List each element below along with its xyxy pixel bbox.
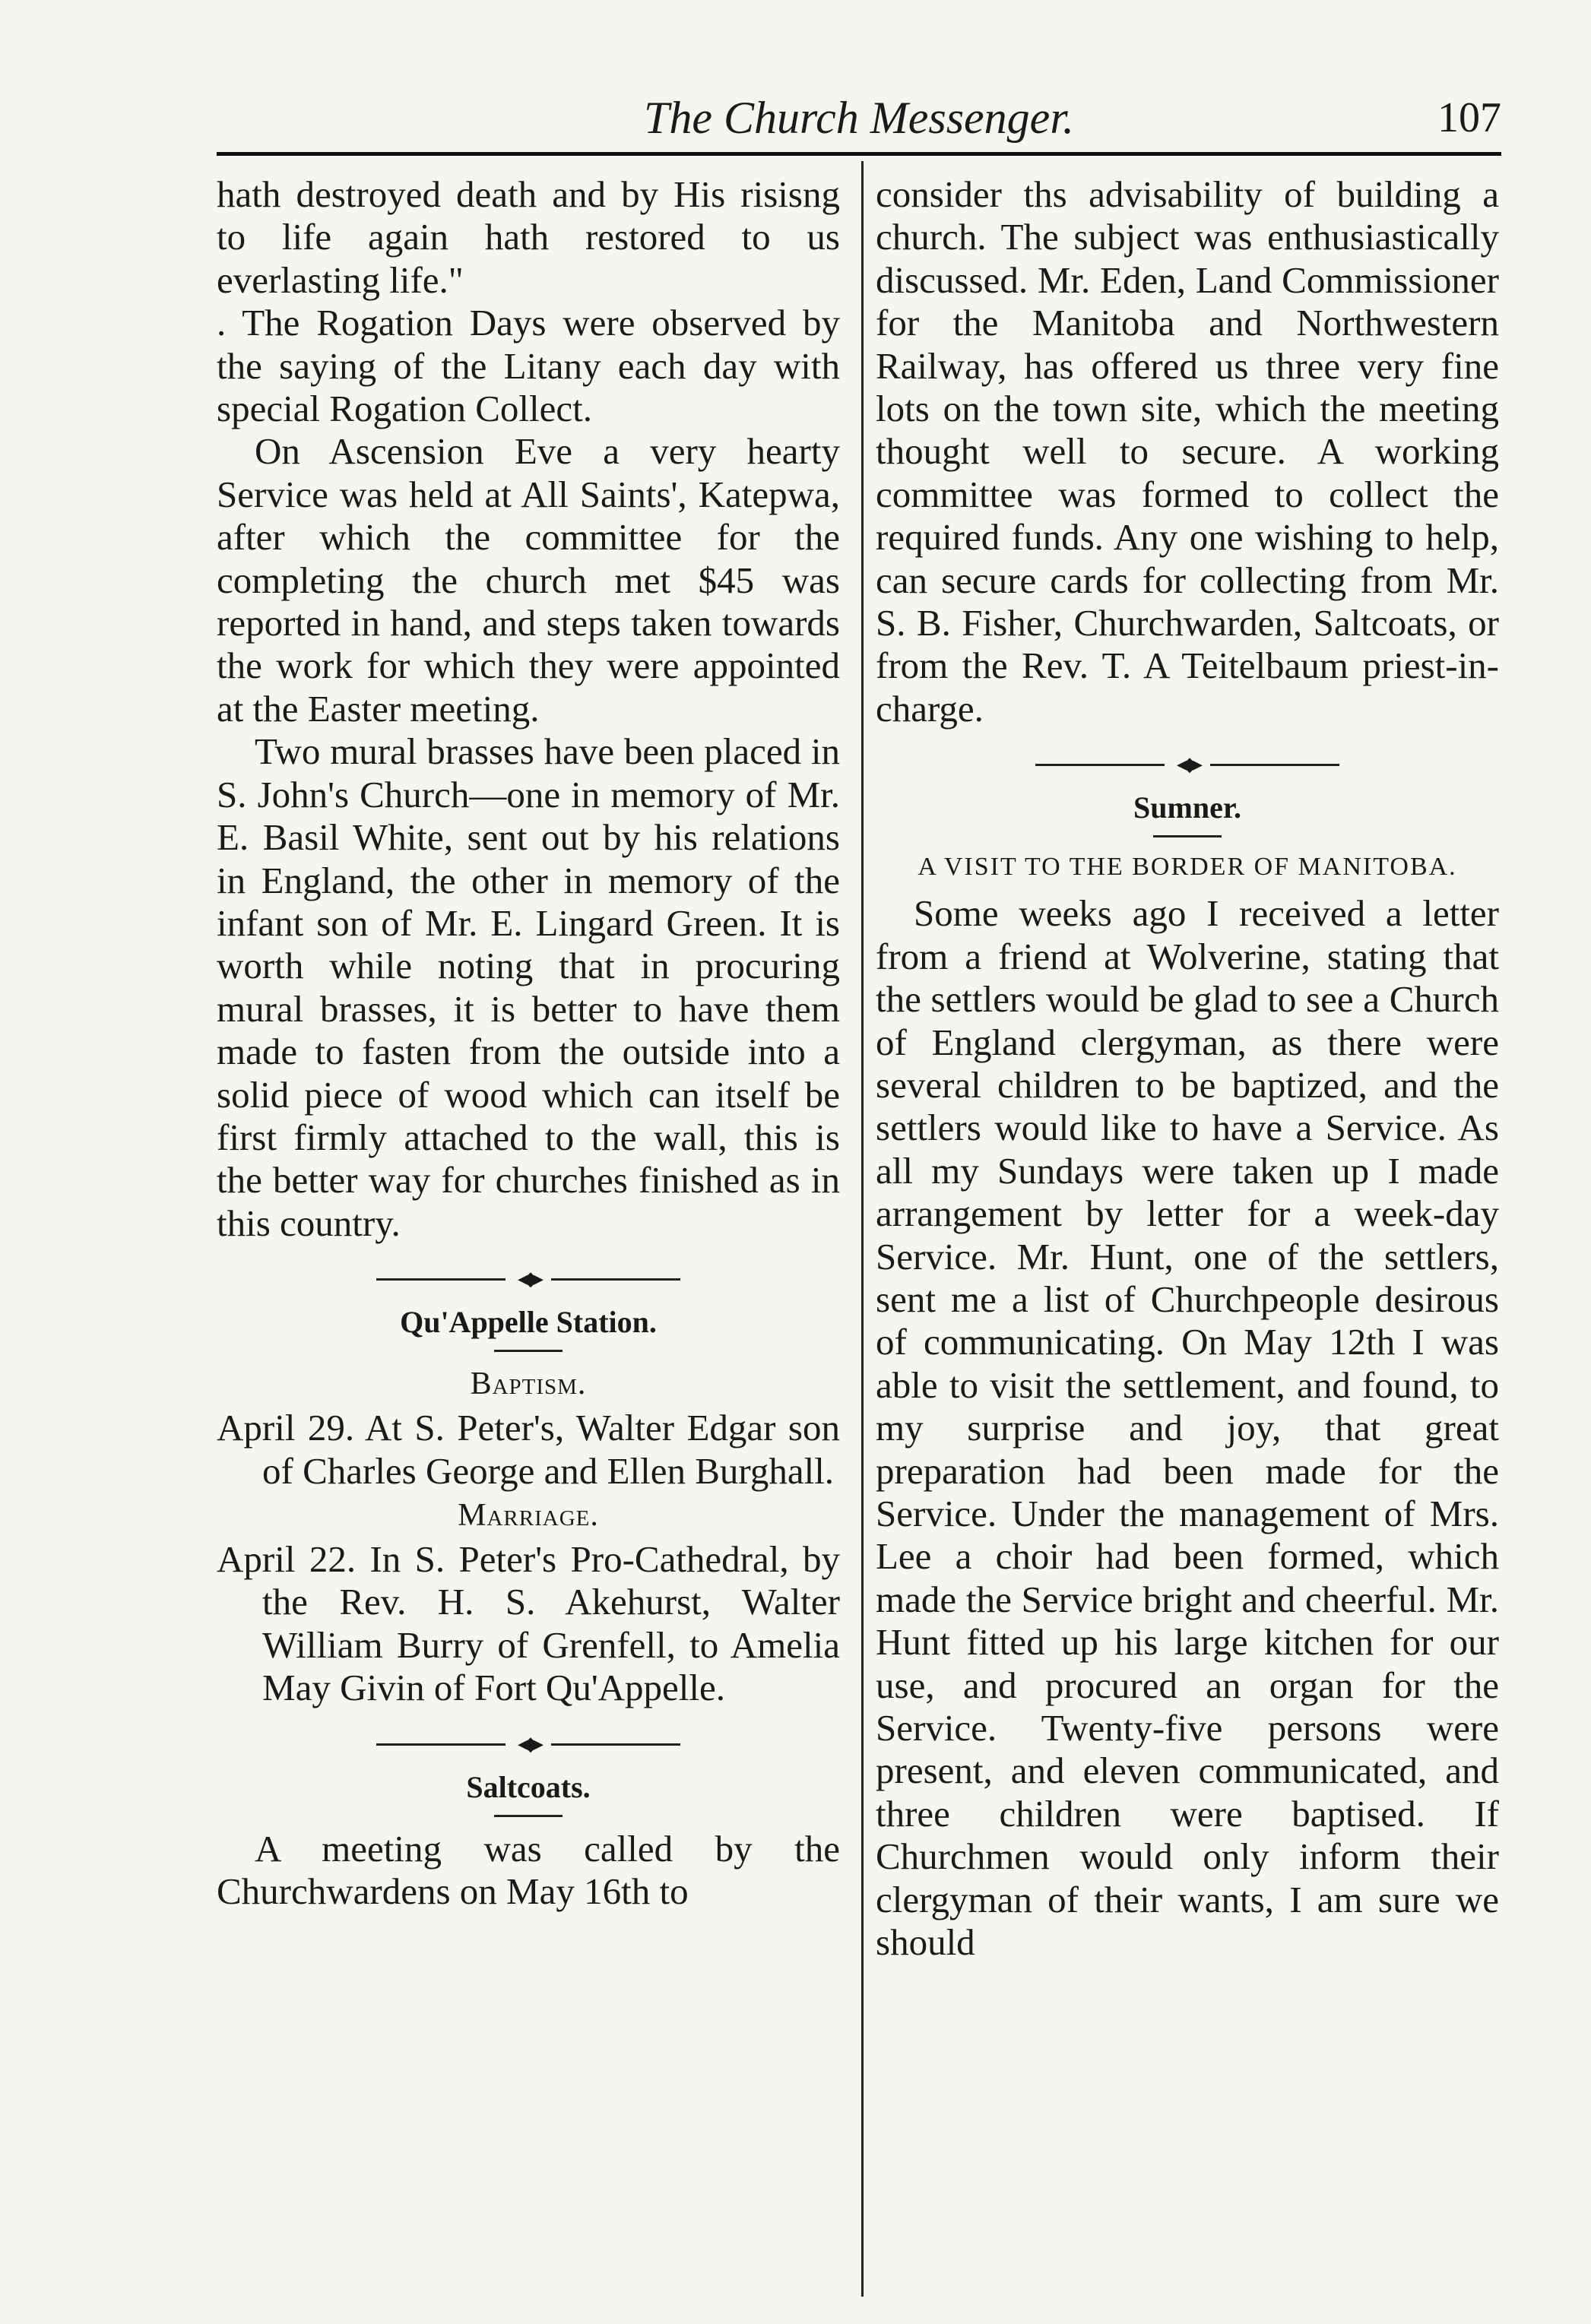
subheading-baptism: Baptism. — [470, 1366, 587, 1402]
section-heading: Saltcoats. — [466, 1769, 591, 1804]
short-rule — [494, 1350, 563, 1352]
header-rule — [217, 152, 1501, 156]
paragraph: consider ths advisability of building a church. The subject was enthusiastically discussed. Mr. Eden, Land Commissioner for the Manitoba and Northwestern Railway, has offered us three very fine lots on the town site, which the meeting thought well to secure. A working committee was formed to collect the required funds. Any one wishing to help, can secure cards for collecting from Mr. S. B. Fisher, Churchwarden, Saltcoats, or from the Rev. T. A Teitelbaum priest-in-charge. — [876, 173, 1499, 730]
paragraph: . The Rogation Days were observed by the saying of the Litany each day with special Rogation Collect. — [217, 302, 840, 430]
article-title: A VISIT TO THE BORDER OF MANITOBA. — [918, 853, 1457, 882]
paragraph: Some weeks ago I received a letter from a friend at Wolverine, stating that the settlers would be glad to see a Church of England clergyman, as there were several children to be baptized, and the settlers would like to have a Service. As all my Sundays were taken up I made arrangement by letter for a week-day Service. Mr. Hunt, one of the settlers, sent me a list of Churchpeople desirous of communicating. On May 12th I was able to visit the settlement, and found, to my surprise and joy, that great preparation had been made for the Service. Under the management of Mrs. Lee a choir had been formed, which made the Service bright and cheerful. Mr. Hunt fitted up his large kitchen for our use, and procured an organ for the Service. Twenty-five persons were present, and eleven communicated, and three children were baptised. If Churchmen would only inform their clergyman of their wants, I am sure we should — [876, 892, 1499, 1964]
paragraph: On Ascension Eve a very hearty Service was held at All Saints', Katepwa, after which the committee for the completing the church met $45 was reported in hand, and steps taken towards the work for which they were appointed at the Easter meeting. — [217, 430, 840, 730]
subheading-marriage: Marriage. — [458, 1497, 599, 1533]
section-heading: Qu'Appelle Station. — [400, 1305, 657, 1340]
page-number: 107 — [1437, 94, 1501, 141]
ornamental-rule: ◂◆▸ — [1035, 753, 1339, 776]
paragraph: A meeting was called by the Churchwardens on May 16th to — [217, 1827, 840, 1912]
column-divider — [861, 161, 864, 2297]
left-column — [217, 173, 840, 1913]
page-header — [217, 87, 1501, 148]
ornamental-rule: ◂◆▸ — [376, 1733, 680, 1756]
paragraph: Two mural brasses have been placed in S. John's Church—one in memory of Mr. E. Basil White, sent out by his relations in England, the other in memory of the infant son of Mr. E. Lingard Green. It is worth while noting that in procuring mural brasses, it is better to have them made to fasten from the outside into a solid piece of wood which can itself be first firmly attached to the wall, this is the better way for churches finished as in this country. — [217, 730, 840, 1244]
short-rule — [494, 1815, 563, 1817]
register-entry: April 29. At S. Peter's, Walter Edgar son of Charles George and Ellen Burghall. — [217, 1407, 840, 1492]
short-rule — [1153, 835, 1222, 837]
right-column — [876, 173, 1499, 1964]
paragraph: hath destroyed death and by His risisng to life again hath restored to us everlasting life." — [217, 173, 840, 301]
register-entry: April 22. In S. Peter's Pro-Cathedral, by the Rev. H. S. Akehurst, Walter William Burry of Grenfell, to Amelia May Givin of Fort Qu'Appelle. — [217, 1537, 840, 1709]
publication-title: The Church Messenger. — [643, 93, 1075, 143]
section-heading: Sumner. — [1133, 790, 1241, 825]
ornamental-rule: ◂◆▸ — [376, 1268, 680, 1290]
